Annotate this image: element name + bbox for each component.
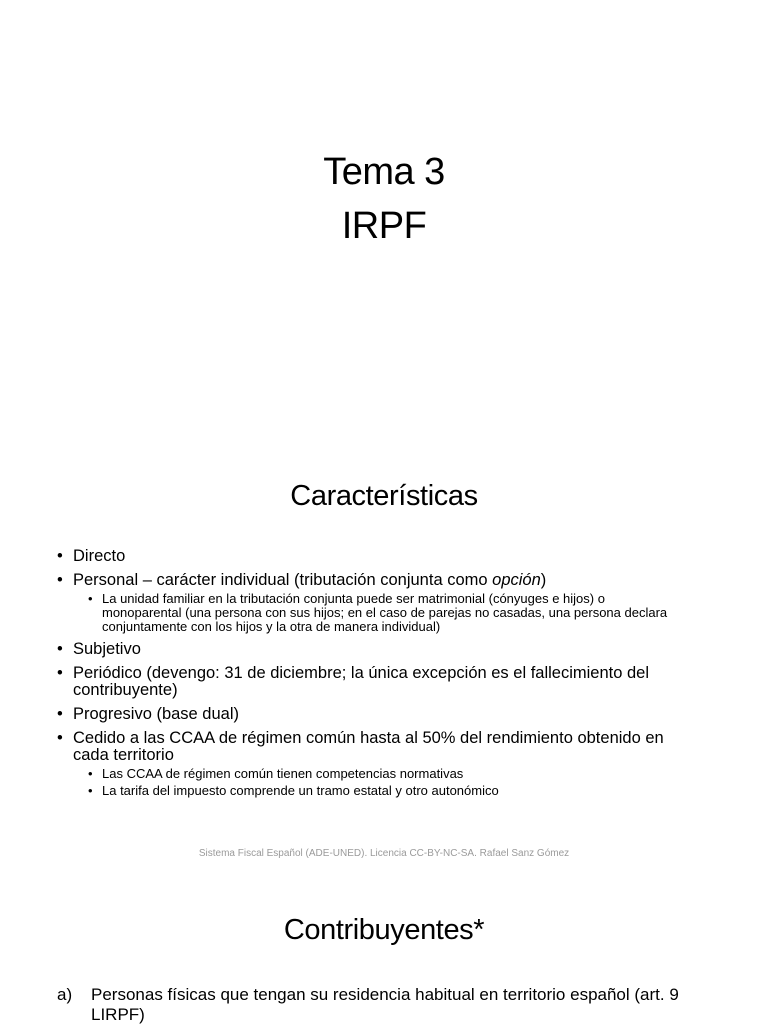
bullet-icon: • <box>57 705 63 723</box>
bullet-icon: • <box>57 547 63 565</box>
slide-footer: Sistema Fiscal Español (ADE-UNED). Licencia CC-BY-NC-SA. Rafael Sanz Gómez <box>198 848 570 859</box>
list-item: • Cedido a las CCAA de régimen común hasta al 50% del rendimiento obtenido en cada territorio <box>57 729 664 764</box>
bullet-icon: • <box>88 591 93 606</box>
title-slide <box>0 0 768 460</box>
bullet-icon: • <box>57 729 63 747</box>
contribuyentes-item <box>57 985 717 1025</box>
bullet-icon: • <box>57 640 63 658</box>
bullet-icon: • <box>88 783 93 798</box>
bullet-icon: • <box>88 766 93 781</box>
sub-list-item: • La unidad familiar en la tributación conjunta puede ser matrimonial (cónyuges e hijos) o monoparental (una persona con sus hijos; en el caso de parejas no casadas, una persona declara conjuntamente con los hijos y la otra de manera individual) <box>88 591 668 634</box>
sub-list-item: • Las CCAA de régimen común tienen competencias normativas <box>88 766 464 781</box>
caracteristicas-title: Características <box>290 480 478 512</box>
list-item: • Subjetivo <box>57 640 141 658</box>
list-item: • Personal – carácter individual (tributación conjunta como opción) <box>57 571 547 589</box>
list-item: • Directo <box>57 547 126 565</box>
slide-title-topic: Tema 3 <box>323 151 445 193</box>
list-item: • Periódico (devengo: 31 de diciembre; la única excepción es el fallecimiento del contribuyente) <box>57 664 650 699</box>
slide-title-subject: IRPF <box>341 205 427 247</box>
sub-list-item: • La tarifa del impuesto comprende un tramo estatal y otro autonómico <box>88 783 499 798</box>
contribuyentes-title: Contribuyentes* <box>283 914 485 946</box>
bullet-icon: • <box>57 571 63 589</box>
item-label: a) <box>57 985 73 1004</box>
bullet-icon: • <box>57 664 63 682</box>
item-text: Personas físicas que tengan su residencia habitual en territorio español (art. 9 LIRPF) <box>91 985 679 1024</box>
list-item: • Progresivo (base dual) <box>57 705 239 723</box>
characteristics-list <box>0 548 768 801</box>
emphasis-text: opción <box>492 571 541 589</box>
